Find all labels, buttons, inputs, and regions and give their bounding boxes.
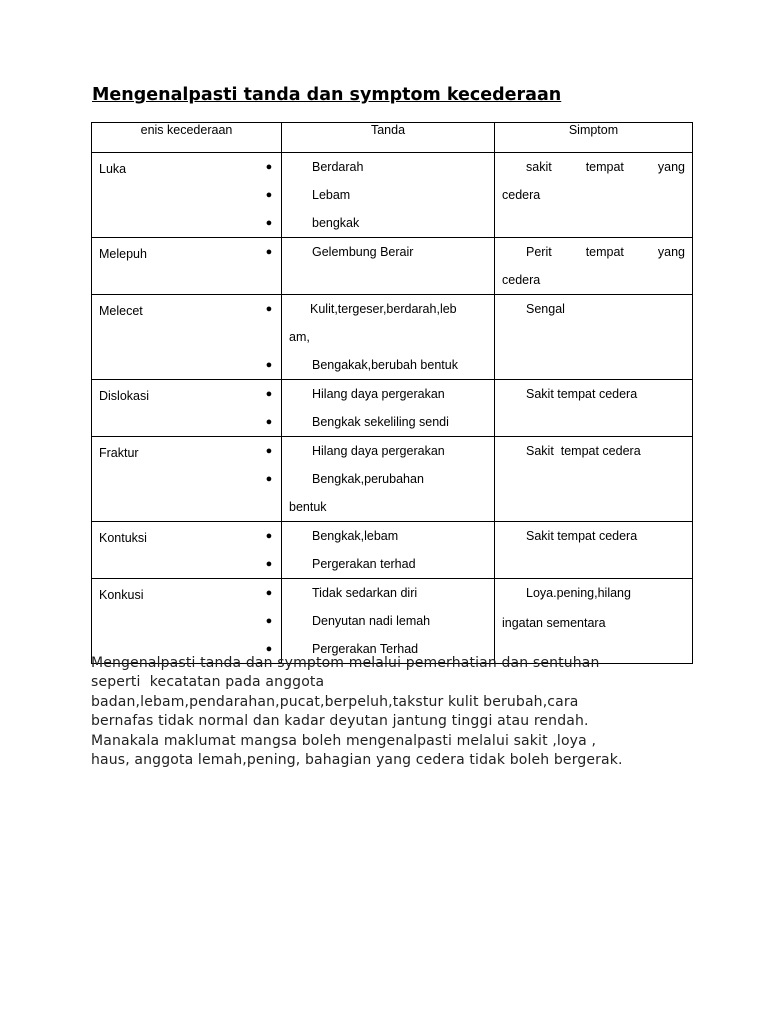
simptom-cell	[495, 522, 693, 579]
tanda-item: Kulit,tergeser,berdarah,leb	[310, 302, 457, 316]
jenis-label: Melecet	[99, 304, 143, 318]
header-simptom: Simptom	[495, 123, 693, 153]
bullet-icon: ●	[265, 303, 273, 315]
bullet-icon: ●	[265, 445, 273, 457]
bullet-icon: ●	[265, 246, 273, 258]
bullet-column	[264, 295, 274, 379]
simptom-word: yang	[657, 245, 685, 259]
simptom-cell	[495, 380, 693, 437]
jenis-label: Konkusi	[99, 588, 144, 602]
tanda-cell	[282, 380, 495, 437]
tanda-item: Hilang daya pergerakan	[312, 444, 445, 458]
table-row	[92, 153, 693, 238]
paragraph-line: haus, anggota lemah,pening, bahagian yang cedera tidak boleh bergerak.	[91, 752, 623, 769]
jenis-cell	[92, 295, 282, 380]
paragraph-line: bernafas tidak normal dan kadar deyutan jantung tinggi atau rendah.	[91, 713, 589, 730]
bullet-icon: ●	[265, 643, 273, 655]
body-paragraph	[91, 654, 691, 770]
tanda-cell	[282, 437, 495, 522]
simptom-continuation: cedera	[502, 273, 541, 287]
simptom-text: Loya.pening,hilang	[526, 586, 631, 600]
jenis-cell	[92, 238, 282, 295]
bullet-icon: ●	[265, 359, 273, 371]
table-row	[92, 295, 693, 380]
injury-table	[91, 122, 693, 664]
jenis-label: Dislokasi	[99, 389, 150, 403]
tanda-item: bengkak	[312, 216, 360, 230]
tanda-cell	[282, 153, 495, 238]
tanda-item: Bengkak,perubahan	[312, 472, 424, 486]
simptom-cell	[495, 153, 693, 238]
document-title: Mengenalpasti tanda dan symptom kecederaan	[92, 85, 562, 105]
table-row	[92, 579, 693, 664]
tanda-item-continuation: bentuk	[289, 500, 327, 514]
tanda-item-continuation: am,	[289, 330, 310, 344]
bullet-column	[264, 238, 274, 266]
simptom-word: tempat	[585, 160, 624, 174]
jenis-cell	[92, 579, 282, 664]
paragraph-line: badan,lebam,pendarahan,pucat,berpeluh,takstur kulit berubah,cara	[91, 693, 579, 710]
jenis-label: Fraktur	[99, 446, 139, 460]
bullet-column	[264, 380, 274, 436]
jenis-cell	[92, 522, 282, 579]
bullet-icon: ●	[265, 473, 273, 485]
tanda-cell	[282, 238, 495, 295]
tanda-item: Lebam	[312, 188, 351, 202]
header-jenis: enis kecederaan	[92, 123, 282, 153]
simptom-word: yang	[657, 160, 685, 174]
bullet-column	[264, 522, 274, 578]
bullet-icon: ●	[265, 161, 273, 173]
jenis-label: Luka	[99, 162, 127, 176]
bullet-icon: ●	[265, 587, 273, 599]
paragraph-line: seperti kecatatan pada anggota	[91, 674, 325, 691]
simptom-continuation: ingatan sementara	[502, 616, 606, 630]
bullet-column	[264, 579, 274, 663]
simptom-text: Sakit tempat cedera	[526, 529, 638, 543]
table-header-row	[92, 123, 693, 153]
tanda-cell	[282, 522, 495, 579]
tanda-item: Berdarah	[312, 160, 364, 174]
table-row	[92, 437, 693, 522]
simptom-cell	[495, 437, 693, 522]
simptom-text: Sakit tempat cedera	[526, 444, 641, 458]
tanda-cell	[282, 295, 495, 380]
bullet-column	[264, 437, 274, 493]
tanda-item: Gelembung Berair	[312, 245, 414, 259]
simptom-text: Sakit tempat cedera	[526, 387, 638, 401]
table-row	[92, 522, 693, 579]
simptom-cell	[495, 579, 693, 664]
simptom-text: Sengal	[526, 302, 565, 316]
table-row	[92, 238, 693, 295]
simptom-cell	[495, 238, 693, 295]
bullet-icon: ●	[265, 189, 273, 201]
tanda-item: Bengkak,lebam	[312, 529, 399, 543]
paragraph-line: Mengenalpasti tanda dan symptom melalui pemerhatian dan sentuhan	[91, 655, 600, 671]
tanda-item: Pergerakan Terhad	[312, 642, 419, 656]
bullet-icon: ●	[265, 388, 273, 400]
simptom-cell	[495, 295, 693, 380]
simptom-word: Perit	[526, 245, 552, 259]
tanda-item: Bengkak sekeliling sendi	[312, 415, 449, 429]
simptom-word: tempat	[585, 245, 624, 259]
jenis-label: Melepuh	[99, 247, 147, 261]
bullet-icon: ●	[265, 416, 273, 428]
bullet-icon: ●	[265, 558, 273, 570]
header-tanda: Tanda	[282, 123, 495, 153]
bullet-column	[264, 153, 274, 237]
bullet-icon: ●	[265, 217, 273, 229]
tanda-item: Tidak sedarkan diri	[312, 586, 418, 600]
jenis-cell	[92, 380, 282, 437]
simptom-continuation: cedera	[502, 188, 541, 202]
tanda-item: Pergerakan terhad	[312, 557, 416, 571]
bullet-icon: ●	[265, 615, 273, 627]
tanda-item: Denyutan nadi lemah	[312, 614, 431, 628]
simptom-word: sakit	[526, 160, 552, 174]
bullet-icon: ●	[265, 530, 273, 542]
tanda-cell	[282, 579, 495, 664]
paragraph-line: Manakala maklumat mangsa boleh mengenalpasti melalui sakit ,loya ,	[91, 732, 597, 749]
jenis-label: Kontuksi	[99, 531, 147, 545]
jenis-cell	[92, 437, 282, 522]
tanda-item: Bengakak,berubah bentuk	[312, 358, 458, 372]
tanda-item: Hilang daya pergerakan	[312, 387, 445, 401]
table-row	[92, 380, 693, 437]
jenis-cell	[92, 153, 282, 238]
